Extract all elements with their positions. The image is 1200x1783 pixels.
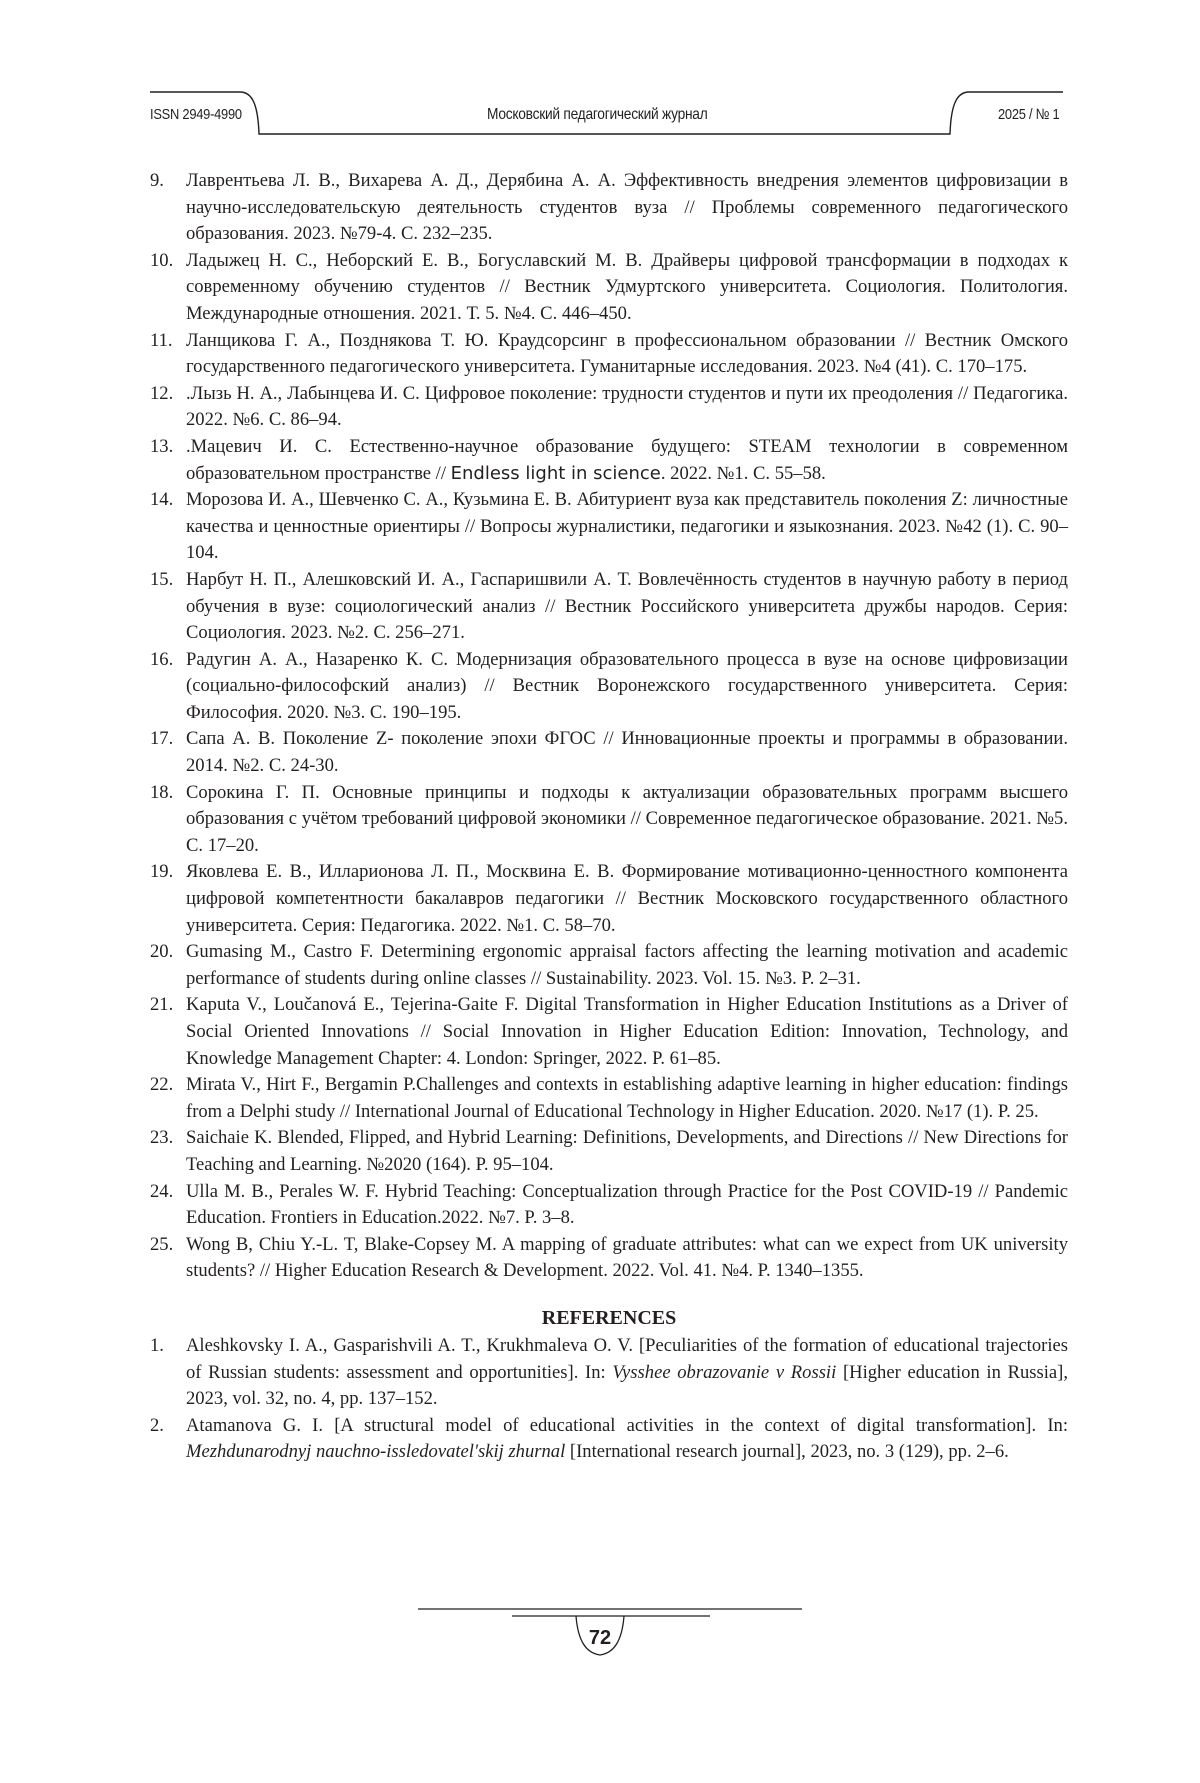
reference-list-ru [150, 168, 1068, 1285]
reference-item [150, 1232, 1068, 1285]
reference-text [186, 1179, 1068, 1232]
reference-number: 10. [150, 248, 173, 275]
reference-list-en [150, 1333, 1068, 1466]
reference-number: 1. [150, 1333, 164, 1360]
reference-item [150, 381, 1068, 434]
reference-number: 23. [150, 1125, 173, 1152]
page-content [150, 168, 1068, 1466]
reference-text-segment: Сорокина Г. П. Основные принципы и подходы к актуализации образовательных программ высшего образования с учётом требований цифровой экономики // Современное педагогическое образование. 2021. №5. С. 17–20. [186, 782, 1068, 856]
reference-text [186, 487, 1068, 567]
reference-item [150, 992, 1068, 1072]
reference-item [150, 859, 1068, 939]
references-heading: REFERENCES [150, 1305, 1068, 1331]
reference-number: 14. [150, 487, 173, 514]
reference-text-segment: Aleshkovsky I. A., Gasparishvili A. T., Krukhmaleva O. V. [Peculiarities of the formation of educational trajectories of Russian students: assessment and opportunities]. In: [186, 1335, 1068, 1383]
reference-text [186, 939, 1068, 992]
reference-item [150, 780, 1068, 860]
reference-text-segment: Морозова И. А., Шевченко С. А., Кузьмина Е. В. Абитуриент вуза как представитель поколения Z: личностные качества и ценностные ориентиры // Вопросы журналистики, педагогики и языкознания. 2023. №42 (1). С. 90–104. [186, 489, 1068, 563]
reference-number: 22. [150, 1072, 173, 1099]
reference-text-segment: Лаврентьева Л. В., Вихарева А. Д., Дерябина А. А. Эффективность внедрения элементов цифровизации в научно-исследовательскую деятельность студентов вуза // Проблемы современного педагогического образования. 2023. №79-4. С. 232–235. [186, 170, 1068, 244]
reference-text [186, 992, 1068, 1072]
reference-text [186, 1072, 1068, 1125]
reference-text-segment: Яковлева Е. В., Илларионова Л. П., Москвина Е. В. Формирование мотивационно-ценностного компонента цифровой компетентности бакалавров педагогики // Вестник Московского государственного областного университета. Серия: Педагогика. 2022. №1. С. 58–70. [186, 861, 1068, 935]
reference-number: 9. [150, 168, 164, 195]
reference-text-segment: Mirata V., Hirt F., Bergamin P.Challenges and contexts in establishing adaptive learning in higher education: findings from a Delphi study // International Journal of Educational Technology in Higher Education. 2020. №17 (1). P. 25. [186, 1074, 1068, 1122]
reference-text-segment: .Лызь Н. А., Лабынцева И. С. Цифровое поколение: трудности студентов и пути их преодоления // Педагогика. 2022. №6. С. 86–94. [186, 383, 1068, 431]
reference-text-segment: Wong B, Chiu Y.-L. T, Blake-Copsey M. A mapping of graduate attributes: what can we expect from UK university students? // Higher Education Research & Development. 2022. Vol. 41. №4. P. 1340–1355. [186, 1234, 1068, 1282]
reference-number: 13. [150, 434, 173, 461]
reference-text [186, 726, 1068, 779]
reference-item [150, 168, 1068, 248]
reference-text [186, 248, 1068, 328]
reference-number: 2. [150, 1413, 164, 1440]
reference-item [150, 1072, 1068, 1125]
reference-number: 18. [150, 780, 173, 807]
reference-number: 12. [150, 381, 173, 408]
reference-text-segment: Saichaie K. Blended, Flipped, and Hybrid Learning: Definitions, Developments, and Directions // New Directions for Teaching and Learning. №2020 (164). P. 95–104. [186, 1127, 1068, 1175]
reference-text [186, 168, 1068, 248]
reference-number: 16. [150, 647, 173, 674]
reference-number: 15. [150, 567, 173, 594]
reference-text-segment: Endless light in science [451, 463, 661, 484]
reference-number: 11. [150, 328, 173, 355]
reference-text [186, 381, 1068, 434]
reference-item [150, 647, 1068, 727]
reference-item [150, 939, 1068, 992]
reference-item [150, 328, 1068, 381]
reference-item [150, 1179, 1068, 1232]
header-journal-title: Московский педагогический журнал [487, 106, 707, 124]
reference-text-segment: .Мацевич И. С. Естественно-научное образование будущего: STEAM технологии в современном образовательном пространстве // [186, 436, 1068, 484]
reference-text [186, 1232, 1068, 1285]
reference-text [186, 647, 1068, 727]
reference-text [186, 859, 1068, 939]
reference-text-segment: Ланщикова Г. А., Позднякова Т. Ю. Краудсорсинг в профессиональном образовании // Вестник Омского государственного педагогического университета. Гуманитарные исследования. 2023. №4 (41). С. 170–175. [186, 330, 1068, 378]
reference-text [186, 1413, 1068, 1466]
page-header [0, 0, 1200, 150]
reference-item [150, 1333, 1068, 1413]
reference-text [186, 1125, 1068, 1178]
reference-text-segment: Atamanova G. I. [A structural model of educational activities in the context of digital transformation]. In: [186, 1415, 1068, 1436]
reference-text-segment: Kaputa V., Loučanová E., Tejerina-Gaite F. Digital Transformation in Higher Education Institutions as a Driver of Social Oriented Innovations // Social Innovation in Higher Education Edition: Innovation, Technology, and Knowledge Management Chapter: 4. London: Springer, 2022. P. 61–85. [186, 994, 1068, 1068]
reference-text-segment: Ладыжец Н. С., Неборский Е. В., Богуславский М. В. Драйверы цифровой трансформации в подходах к современному обучению студентов // Вестник Удмуртского университета. Социология. Политология. Международные отношения. 2021. Т. 5. №4. С. 446–450. [186, 250, 1068, 324]
reference-text-segment: Mezhdunarodnyj nauchno-issledovatel'skij zhurnal [186, 1441, 565, 1462]
header-rule [0, 0, 1200, 150]
reference-text [186, 567, 1068, 647]
header-issn: ISSN 2949-4990 [150, 106, 242, 123]
reference-number: 24. [150, 1179, 173, 1206]
reference-item [150, 434, 1068, 487]
reference-text [186, 780, 1068, 860]
reference-text-segment: Gumasing M., Castro F. Determining ergonomic appraisal factors affecting the learning motivation and academic performance of students during online classes // Sustainability. 2023. Vol. 15. №3. P. 2–31. [186, 941, 1068, 989]
reference-item [150, 726, 1068, 779]
reference-number: 21. [150, 992, 173, 1019]
reference-item [150, 487, 1068, 567]
reference-text-segment: Ulla M. B., Perales W. F. Hybrid Teaching: Conceptualization through Practice for the Post COVID-19 // Pandemic Education. Frontiers in Education.2022. №7. P. 3–8. [186, 1181, 1068, 1229]
reference-number: 19. [150, 859, 173, 886]
reference-text-segment: Сапа А. В. Поколение Z- поколение эпохи ФГОС // Инновационные проекты и программы в образовании. 2014. №2. С. 24-30. [186, 728, 1068, 776]
reference-text-segment: Vysshee obrazovanie v Rossii [612, 1362, 836, 1383]
reference-text [186, 434, 1068, 487]
reference-text-segment: Радугин А. А., Назаренко К. С. Модернизация образовательного процесса в вузе на основе цифровизации (социально-философский анализ) // Вестник Воронежского государственного университета. Серия: Философия. 2020. №3. С. 190–195. [186, 649, 1068, 723]
reference-number: 25. [150, 1232, 173, 1259]
reference-text-segment: . 2022. №1. С. 55–58. [661, 463, 826, 484]
reference-item [150, 1413, 1068, 1466]
reference-item [150, 1125, 1068, 1178]
reference-text-segment: [Higher education in Russia], 2023, vol. 32, no. 4, pp. 137–152. [186, 1362, 1068, 1410]
reference-number: 17. [150, 726, 173, 753]
page-footer [0, 1605, 1200, 1685]
reference-text-segment: [International research journal], 2023, no. 3 (129), pp. 2–6. [565, 1441, 1009, 1462]
page-number: 72 [560, 1627, 640, 1650]
reference-number: 20. [150, 939, 173, 966]
header-issue: 2025 / № 1 [998, 106, 1059, 123]
reference-text [186, 1333, 1068, 1413]
reference-item [150, 248, 1068, 328]
reference-text [186, 328, 1068, 381]
reference-text-segment: Нарбут Н. П., Алешковский И. А., Гаспаришвили А. Т. Вовлечённость студентов в научную работу в период обучения в вузе: социологический анализ // Вестник Российского университета дружбы народов. Серия: Социология. 2023. №2. С. 256–271. [186, 569, 1068, 643]
reference-item [150, 567, 1068, 647]
